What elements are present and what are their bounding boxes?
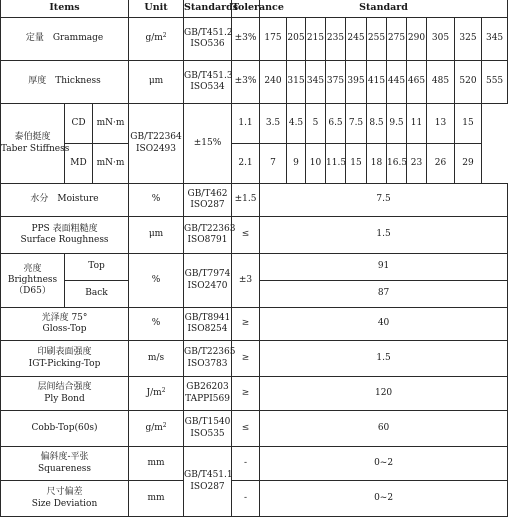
grammage-value: 215 bbox=[306, 18, 326, 61]
stiffness-label: 泰伯挺度 Taber Stiffness bbox=[1, 104, 65, 184]
stiffness-md-value: 18 bbox=[367, 144, 387, 184]
brightness-top-side: Top bbox=[65, 254, 129, 281]
gloss-tolerance: ≥ bbox=[232, 308, 260, 341]
thickness-value: 345 bbox=[306, 61, 326, 104]
pps-label: PPS 表面粗糙度 Surface Roughness bbox=[1, 217, 129, 254]
stiffness-cd-value: 5 bbox=[306, 104, 326, 144]
picking-label: 印刷表面强度 IGT-Picking-Top bbox=[1, 341, 129, 377]
gloss-label: 光泽度 75° Gloss-Top bbox=[1, 308, 129, 341]
header-tolerance: Tolerance bbox=[232, 0, 260, 18]
row-gloss bbox=[1, 308, 508, 341]
cobb-value: 60 bbox=[260, 411, 508, 447]
brightness-unit: % bbox=[129, 254, 184, 308]
thickness-unit: μm bbox=[129, 61, 184, 104]
row-grammage bbox=[1, 18, 508, 61]
stiffness-tolerance: ±15% bbox=[184, 104, 232, 184]
stiffness-md-value: 7 bbox=[260, 144, 287, 184]
squareness-unit: mm bbox=[129, 447, 184, 481]
grammage-value: 305 bbox=[427, 18, 455, 61]
thickness-value: 445 bbox=[387, 61, 407, 104]
grammage-value: 255 bbox=[367, 18, 387, 61]
stiffness-cd-value: 1.1 bbox=[232, 104, 260, 144]
row-stiffness-cd bbox=[1, 104, 508, 144]
gloss-unit: % bbox=[129, 308, 184, 341]
thickness-value: 415 bbox=[367, 61, 387, 104]
pps-tolerance: ≤ bbox=[232, 217, 260, 254]
stiffness-md-value: 9 bbox=[287, 144, 306, 184]
thickness-value: 520 bbox=[455, 61, 482, 104]
stiffness-md-value: 23 bbox=[407, 144, 427, 184]
header-unit: Unit bbox=[129, 0, 184, 18]
moisture-value: 7.5 bbox=[260, 184, 508, 217]
thickness-value: 465 bbox=[407, 61, 427, 104]
thickness-tolerance: ±3% bbox=[232, 61, 260, 104]
row-stiffness-md bbox=[1, 144, 508, 184]
header-items: Items bbox=[1, 0, 129, 18]
stiffness-md-value: 15 bbox=[346, 144, 367, 184]
brightness-standard: GB/T7974 ISO2470 bbox=[184, 254, 232, 308]
grammage-value: 325 bbox=[455, 18, 482, 61]
thickness-value: 485 bbox=[427, 61, 455, 104]
thickness-value: 555 bbox=[482, 61, 508, 104]
row-picking bbox=[1, 341, 508, 377]
picking-tolerance: ≥ bbox=[232, 341, 260, 377]
stiffness-md-unit: mN·m bbox=[93, 144, 129, 184]
moisture-unit: % bbox=[129, 184, 184, 217]
stiffness-cd-value: 3.5 bbox=[260, 104, 287, 144]
size-deviation-value: 0~2 bbox=[260, 481, 508, 517]
picking-value: 1.5 bbox=[260, 341, 508, 377]
thickness-value: 315 bbox=[287, 61, 306, 104]
row-pps bbox=[1, 217, 508, 254]
stiffness-cd-value: 7.5 bbox=[346, 104, 367, 144]
stiffness-md-value: 11.5 bbox=[326, 144, 346, 184]
size-deviation-tolerance: - bbox=[232, 481, 260, 517]
grammage-unit: $g/m^2$ bbox=[129, 18, 184, 61]
brightness-back-value: 87 bbox=[260, 281, 508, 308]
stiffness-cd-value: 6.5 bbox=[326, 104, 346, 144]
pps-standard: GB/T22363 ISO8791 bbox=[184, 217, 232, 254]
grammage-standard: GB/T451.2 ISO536 bbox=[184, 18, 232, 61]
size-deviation-unit: mm bbox=[129, 481, 184, 517]
grammage-tolerance: ±3% bbox=[232, 18, 260, 61]
size-deviation-label: 尺寸偏差 Size Deviation bbox=[1, 481, 129, 517]
moisture-tolerance: ±1.5 bbox=[232, 184, 260, 217]
picking-standard: GB/T22365 ISO3783 bbox=[184, 341, 232, 377]
stiffness-md-direction: MD bbox=[65, 144, 93, 184]
ply-tolerance: ≥ bbox=[232, 377, 260, 411]
stiffness-md-value: 29 bbox=[455, 144, 482, 184]
stiffness-md-value: 2.1 bbox=[232, 144, 260, 184]
stiffness-cd-direction: CD bbox=[65, 104, 93, 144]
stiffness-cd-value: 15 bbox=[455, 104, 482, 144]
brightness-label: 亮度 Brightness （D65） bbox=[1, 254, 65, 308]
gloss-standard: GB/T8941 ISO8254 bbox=[184, 308, 232, 341]
brightness-tolerance: ±3 bbox=[232, 254, 260, 308]
header-standard: Standard bbox=[260, 0, 508, 18]
ply-label: 层间结合强度 Ply Bond bbox=[1, 377, 129, 411]
ply-standard: GB26203 TAPPI569 bbox=[184, 377, 232, 411]
row-brightness-top bbox=[1, 254, 508, 281]
thickness-value: 395 bbox=[346, 61, 367, 104]
grammage-value: 245 bbox=[346, 18, 367, 61]
header-standards: Standards bbox=[184, 0, 232, 18]
gloss-value: 40 bbox=[260, 308, 508, 341]
row-ply-bond bbox=[1, 377, 508, 411]
grammage-label: 定量 Grammage bbox=[1, 18, 129, 61]
stiffness-cd-value: 4.5 bbox=[287, 104, 306, 144]
cobb-tolerance: ≤ bbox=[232, 411, 260, 447]
pps-unit: μm bbox=[129, 217, 184, 254]
stiffness-md-value: 10 bbox=[306, 144, 326, 184]
brightness-top-value: 91 bbox=[260, 254, 508, 281]
cobb-standard: GB/T1540 ISO535 bbox=[184, 411, 232, 447]
moisture-label: 水分 Moisture bbox=[1, 184, 129, 217]
stiffness-md-value: 26 bbox=[427, 144, 455, 184]
grammage-value: 175 bbox=[260, 18, 287, 61]
squareness-value: 0~2 bbox=[260, 447, 508, 481]
moisture-standard: GB/T462 ISO287 bbox=[184, 184, 232, 217]
row-thickness bbox=[1, 61, 508, 104]
row-moisture bbox=[1, 184, 508, 217]
cobb-unit: $g/m^2$ bbox=[129, 411, 184, 447]
grammage-value: 205 bbox=[287, 18, 306, 61]
picking-unit: m/s bbox=[129, 341, 184, 377]
stiffness-cd-value: 13 bbox=[427, 104, 455, 144]
grammage-value: 275 bbox=[387, 18, 407, 61]
thickness-label: 厚度 Thickness bbox=[1, 61, 129, 104]
pps-value: 1.5 bbox=[260, 217, 508, 254]
thickness-value: 375 bbox=[326, 61, 346, 104]
ply-unit: $J/m^2$ bbox=[129, 377, 184, 411]
grammage-value: 235 bbox=[326, 18, 346, 61]
stiffness-md-value: 16.5 bbox=[387, 144, 407, 184]
row-squareness bbox=[1, 447, 508, 481]
grammage-value: 290 bbox=[407, 18, 427, 61]
thickness-value: 240 bbox=[260, 61, 287, 104]
stiffness-cd-value: 8.5 bbox=[367, 104, 387, 144]
row-cobb bbox=[1, 411, 508, 447]
thickness-standard: GB/T451.3 ISO534 bbox=[184, 61, 232, 104]
stiffness-standard: GB/T22364 ISO2493 bbox=[129, 104, 184, 184]
row-size-deviation bbox=[1, 481, 508, 517]
stiffness-cd-value: 9.5 bbox=[387, 104, 407, 144]
header-row bbox=[1, 0, 508, 18]
stiffness-cd-value: 11 bbox=[407, 104, 427, 144]
stiffness-cd-unit: mN·m bbox=[93, 104, 129, 144]
brightness-back-side: Back bbox=[65, 281, 129, 308]
squareness-tolerance: - bbox=[232, 447, 260, 481]
ply-value: 120 bbox=[260, 377, 508, 411]
dimension-standard: GB/T451.1 ISO287 bbox=[184, 447, 232, 517]
grammage-value: 345 bbox=[482, 18, 508, 61]
cobb-label: Cobb-Top(60s) bbox=[1, 411, 129, 447]
squareness-label: 偏斜度-平张 Squareness bbox=[1, 447, 129, 481]
